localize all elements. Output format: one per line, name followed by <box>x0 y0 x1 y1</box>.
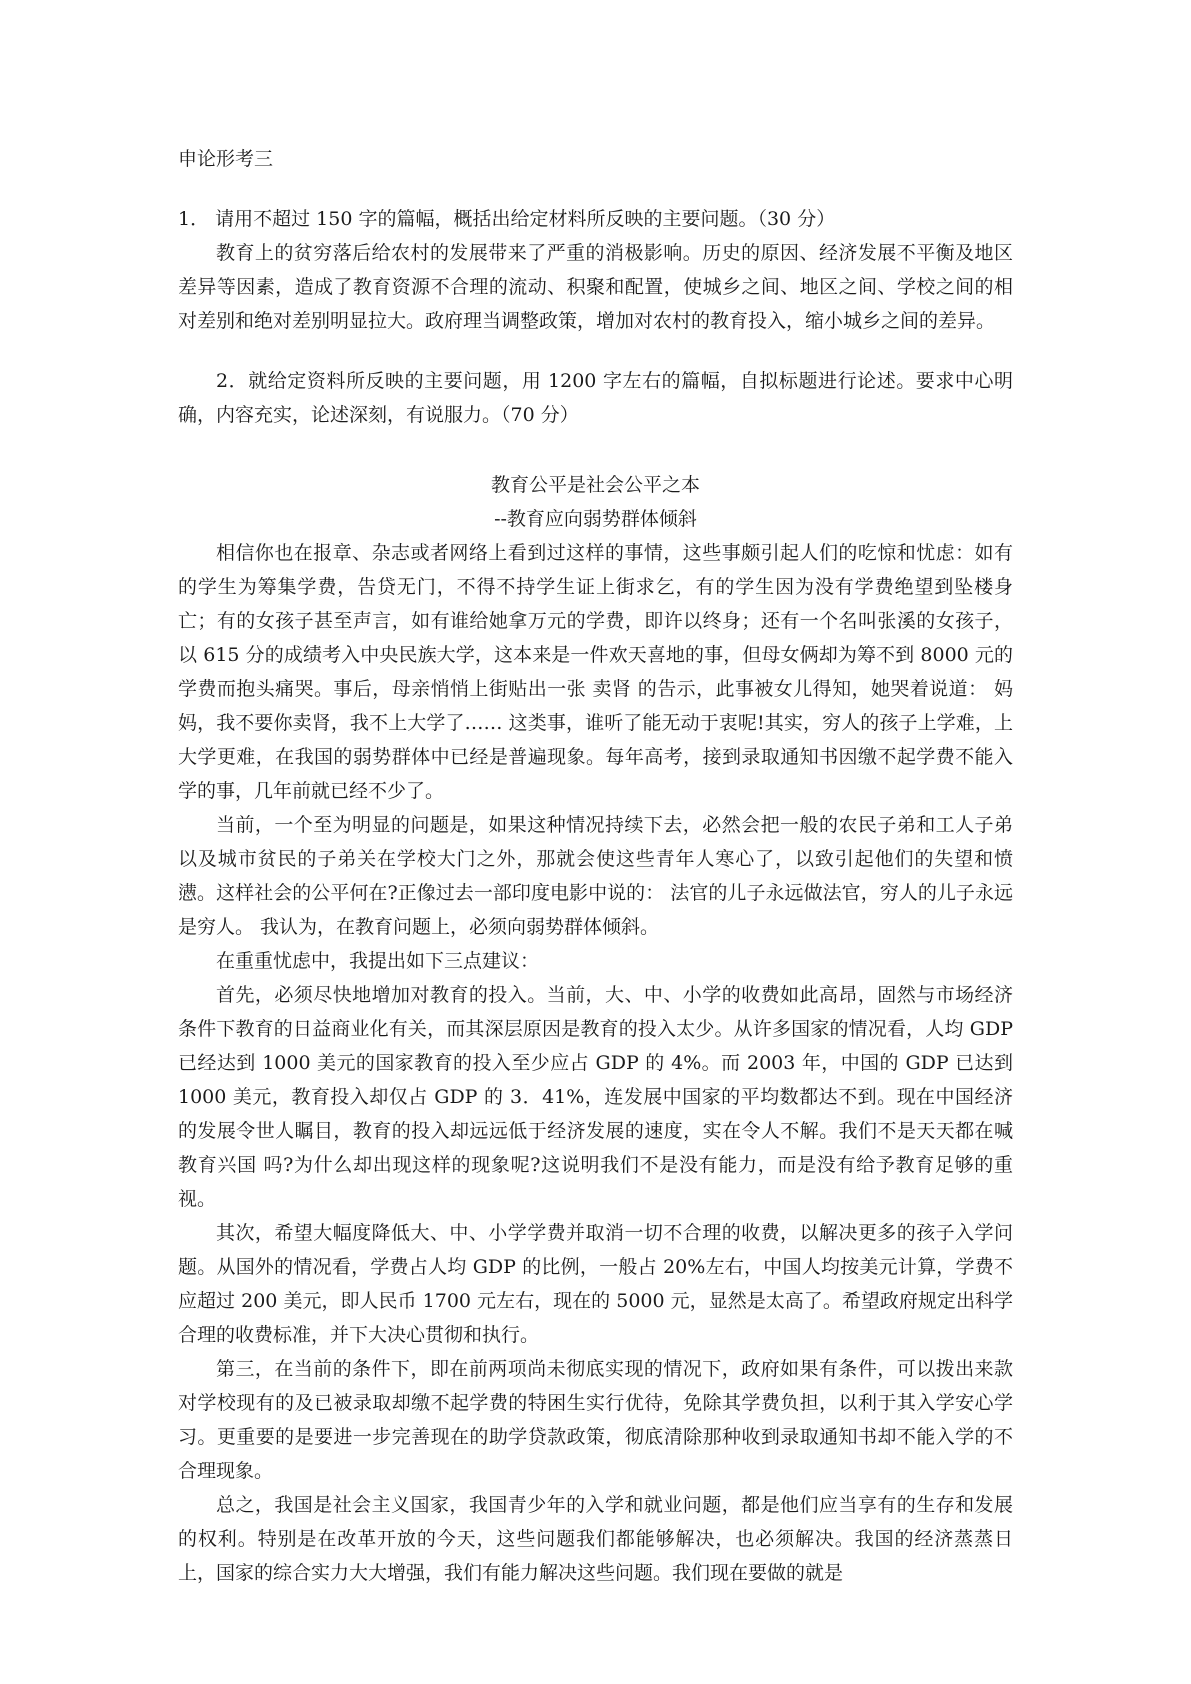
document-body <box>178 142 1013 1590</box>
question-1-prompt: 1． 请用不超过 150 字的篇幅，概括出给定材料所反映的主要问题。（30 分） <box>178 208 836 230</box>
essay-paragraph-1: 相信你也在报章、杂志或者网络上看到过这样的事情，这些事颇引起人们的吃惊和忧虑：如有的学生为筹集学费，告贷无门，不得不持学生证上街求乞，有的学生因为没有学费绝望到坠楼身亡；有的女孩子甚至声言，如有谁给她拿万元的学费，即许以终身；还有一个名叫张溪的女孩子，以 615 分的成绩考入中央民族大学，这本来是一件欢天喜地的事，但母女俩却为筹不到 8000 元的学费而抱头痛哭。事后，母亲悄悄上街贴出一张 卖肾 的告示，此事被女儿得知，她哭着说道： 妈妈，我不要你卖肾，我不上大学了…… 这类事，谁听了能无动于衷呢!其实，穷人的孩子上学难，上大学更难，在我国的弱势群体中已经是普遍现象。每年高考，接到录取通知书因缴不起学费不能入学的事，几年前就已经不少了。 <box>178 542 1013 802</box>
essay-paragraph-6: 第三，在当前的条件下，即在前两项尚未彻底实现的情况下，政府如果有条件，可以拨出来款对学校现有的及已被录取却缴不起学费的特困生实行优待，免除其学费负担，以利于其入学安心学习。更重要的是要进一步完善现在的助学贷款政策，彻底清除那种收到录取通知书却不能入学的不合理现象。 <box>178 1358 1013 1482</box>
essay-subtitle: --教育应向弱势群体倾斜 <box>494 508 697 530</box>
essay-title: 教育公平是社会公平之本 <box>490 474 700 496</box>
essay-paragraph-5: 其次，希望大幅度降低大、中、小学学费并取消一切不合理的收费，以解决更多的孩子入学问题。从国外的情况看，学费占人均 GDP 的比例，一般占 20%左右，中国人均按美元计算，学费不应超过 200 美元，即人民币 1700 元左右，现在的 5000 元，显然是太高了。希望政府规定出科学合理的收费标准，并下大决心贯彻和执行。 <box>178 1222 1013 1346</box>
essay-paragraph-2: 当前，一个至为明显的问题是，如果这种情况持续下去，必然会把一般的农民子弟和工人子弟以及城市贫民的子弟关在学校大门之外，那就会使这些青年人寒心了，以致引起他们的失望和愤懑。这样社会的公平何在?正像过去一部印度电影中说的： 法官的儿子永远做法官，穷人的儿子永远是穷人。 我认为，在教育问题上，必须向弱势群体倾斜。 <box>178 814 1013 938</box>
question-1-answer: 教育上的贫穷落后给农村的发展带来了严重的消极影响。历史的原因、经济发展不平衡及地区差异等因素，造成了教育资源不合理的流动、积聚和配置，使城乡之间、地区之间、学校之间的相对差别和绝对差别明显拉大。政府理当调整政策，增加对农村的教育投入，缩小城乡之间的差异。 <box>178 242 1013 332</box>
spacer <box>178 338 1013 364</box>
essay-paragraph-4: 首先，必须尽快地增加对教育的投入。当前，大、中、小学的收费如此高昂，固然与市场经济条件下教育的日益商业化有关，而其深层原因是教育的投入太少。从许多国家的情况看，人均 GDP 已经达到 1000 美元的国家教育的投入至少应占 GDP 的 4%。而 2003 年，中国的 GDP 已达到 1000 美元，教育投入却仅占 GDP 的 3．41%，连发展中国家的平均数都达不到。现在中国经济的发展令世人瞩目，教育的投入却远远低于经济发展的速度，实在令人不解。我们不是天天都在喊 教育兴国 吗?为什么却出现这样的现象呢?这说明我们不是没有能力，而是没有给予教育足够的重视。 <box>178 984 1013 1210</box>
essay-paragraph-3: 在重重忧虑中，我提出如下三点建议： <box>216 950 540 972</box>
essay-paragraph-7: 总之，我国是社会主义国家，我国青少年的入学和就业问题，都是他们应当享有的生存和发展的权利。特别是在改革开放的今天，这些问题我们都能够解决，也必须解决。我国的经济蒸蒸日上，国家的综合实力大大增强，我们有能力解决这些问题。我们现在要做的就是 <box>178 1494 1013 1584</box>
document-title: 申论形考三 <box>178 148 274 170</box>
question-2-prompt: 2．就给定资料所反映的主要问题，用 1200 字左右的篇幅，自拟标题进行论述。要求中心明确，内容充实，论述深刻，有说服力。（70 分） <box>178 370 1013 426</box>
